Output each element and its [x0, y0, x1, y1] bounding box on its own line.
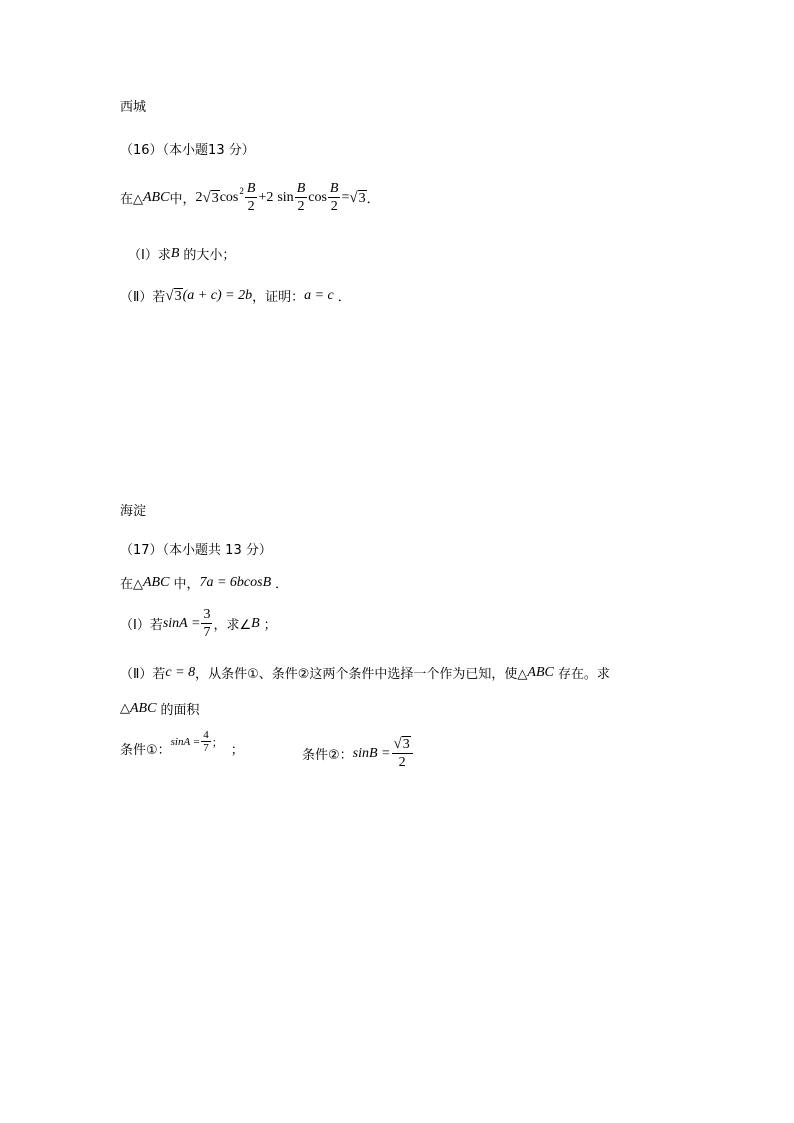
- fraction-3-over-7: [201, 606, 212, 641]
- frac-num: B: [246, 181, 256, 196]
- sin-a-eq: sinA =: [170, 735, 201, 748]
- fraction-4-over-7: [201, 729, 211, 754]
- cos-fn: cos: [308, 189, 327, 205]
- sqrt-3: [394, 736, 411, 752]
- c-eq: c = 8: [165, 664, 196, 680]
- stem-mid: 中，: [169, 192, 196, 207]
- problem-header-text: （17）（本小题共 13 分）: [120, 543, 272, 558]
- problem-17-part-2: [120, 663, 610, 682]
- fraction-b-over-2: [245, 180, 258, 215]
- plus-coef: +2: [258, 189, 274, 205]
- problem-16-stem: [120, 180, 380, 215]
- conclusion: a = c: [304, 287, 334, 303]
- problem-16-part-1: [128, 244, 235, 263]
- triangle-name: ABC: [143, 574, 170, 590]
- separator: ；: [230, 743, 244, 758]
- radicand: 3: [402, 737, 410, 752]
- problem-17-part-1: [120, 606, 277, 641]
- triangle-name: ABC: [143, 189, 170, 205]
- sin-a-eq: sinA =: [162, 615, 201, 631]
- sqrt-3: [165, 288, 182, 304]
- part-label: （Ⅱ）若: [120, 290, 166, 305]
- condition-end: ；: [211, 735, 223, 749]
- frac-num: [392, 736, 413, 754]
- condition-2: [302, 736, 414, 771]
- condition-1-formula: [171, 729, 223, 754]
- radical-sign: √: [349, 189, 358, 206]
- heading-text: 海淀: [120, 504, 147, 519]
- condition-label: 条件②：: [302, 748, 353, 763]
- sin-fn: sin: [277, 189, 294, 205]
- fraction-sqrt3-over-2: [392, 736, 413, 771]
- radicand: 3: [211, 190, 219, 206]
- sin-b-eq: sinB =: [352, 745, 391, 761]
- condition-1: [120, 729, 244, 761]
- region-heading-xicheng: [120, 96, 146, 115]
- stem-prefix: 在△: [120, 192, 143, 207]
- stem-end: ．: [366, 192, 380, 207]
- part-label: （Ⅱ）若: [120, 667, 166, 682]
- stem-end: ．: [275, 577, 289, 592]
- part-label: （I）若: [120, 618, 163, 633]
- part-mid: ，证明：: [252, 290, 305, 305]
- fraction-b-over-2: [328, 180, 341, 215]
- part-expr: (a + c) = 2b: [182, 287, 253, 303]
- part-text: 的面积: [160, 703, 200, 718]
- frac-den: 7: [203, 625, 211, 640]
- region-heading-haidian: [120, 500, 146, 519]
- sqrt-3: [202, 190, 219, 206]
- radical-sign: √: [393, 736, 402, 752]
- frac-den: 2: [247, 199, 255, 214]
- sqrt-3-rhs: [349, 190, 366, 206]
- problem-17-header: [120, 539, 272, 558]
- frac-den: 2: [398, 755, 406, 770]
- part-end: ．: [337, 290, 351, 305]
- frac-num: B: [329, 181, 339, 196]
- problem-16-part-2: [120, 286, 351, 305]
- stem-prefix: 在△: [120, 577, 143, 592]
- triangle-name: ABC: [527, 664, 554, 680]
- heading-text: 西城: [120, 100, 147, 115]
- problem-17-stem: [120, 573, 288, 592]
- frac-den: 7: [203, 742, 209, 754]
- var-b: B: [170, 245, 180, 261]
- stem-mid: 中，: [173, 577, 200, 592]
- problem-16-header: [120, 139, 255, 158]
- frac-num: 3: [203, 607, 211, 622]
- cos-fn: cos: [219, 189, 239, 205]
- frac-num: B: [296, 181, 306, 196]
- radical-sign: √: [165, 287, 174, 304]
- triangle-symbol: △: [120, 701, 130, 716]
- radical-sign: √: [202, 189, 211, 206]
- radicand: 3: [174, 288, 182, 304]
- part-rest: ，求∠: [213, 618, 252, 633]
- fraction-b-over-2: [295, 180, 308, 215]
- triangle-name: ABC: [130, 700, 157, 716]
- stem-equation: 7a = 6bcosB: [199, 574, 272, 590]
- part-rest: 的大小；: [183, 248, 236, 263]
- part-label: （I）求: [128, 248, 171, 263]
- part-end: ；: [263, 618, 277, 633]
- radicand: 3: [358, 190, 366, 206]
- problem-header-text: （16）（本小题13 分）: [120, 143, 255, 158]
- frac-num: 4: [203, 729, 209, 741]
- frac-den: 2: [330, 199, 338, 214]
- var-b: B: [251, 615, 260, 631]
- part-text: 存在。求: [557, 667, 610, 682]
- condition-label: 条件①：: [120, 743, 171, 758]
- frac-den: 2: [297, 199, 305, 214]
- coef: 2: [195, 189, 203, 205]
- equals-sign: =: [341, 189, 350, 205]
- part-text: ，从条件①、条件②这两个条件中选择一个作为已知，使△: [195, 667, 528, 682]
- problem-17-part-2-cont: [120, 699, 199, 718]
- power: 2: [239, 185, 244, 196]
